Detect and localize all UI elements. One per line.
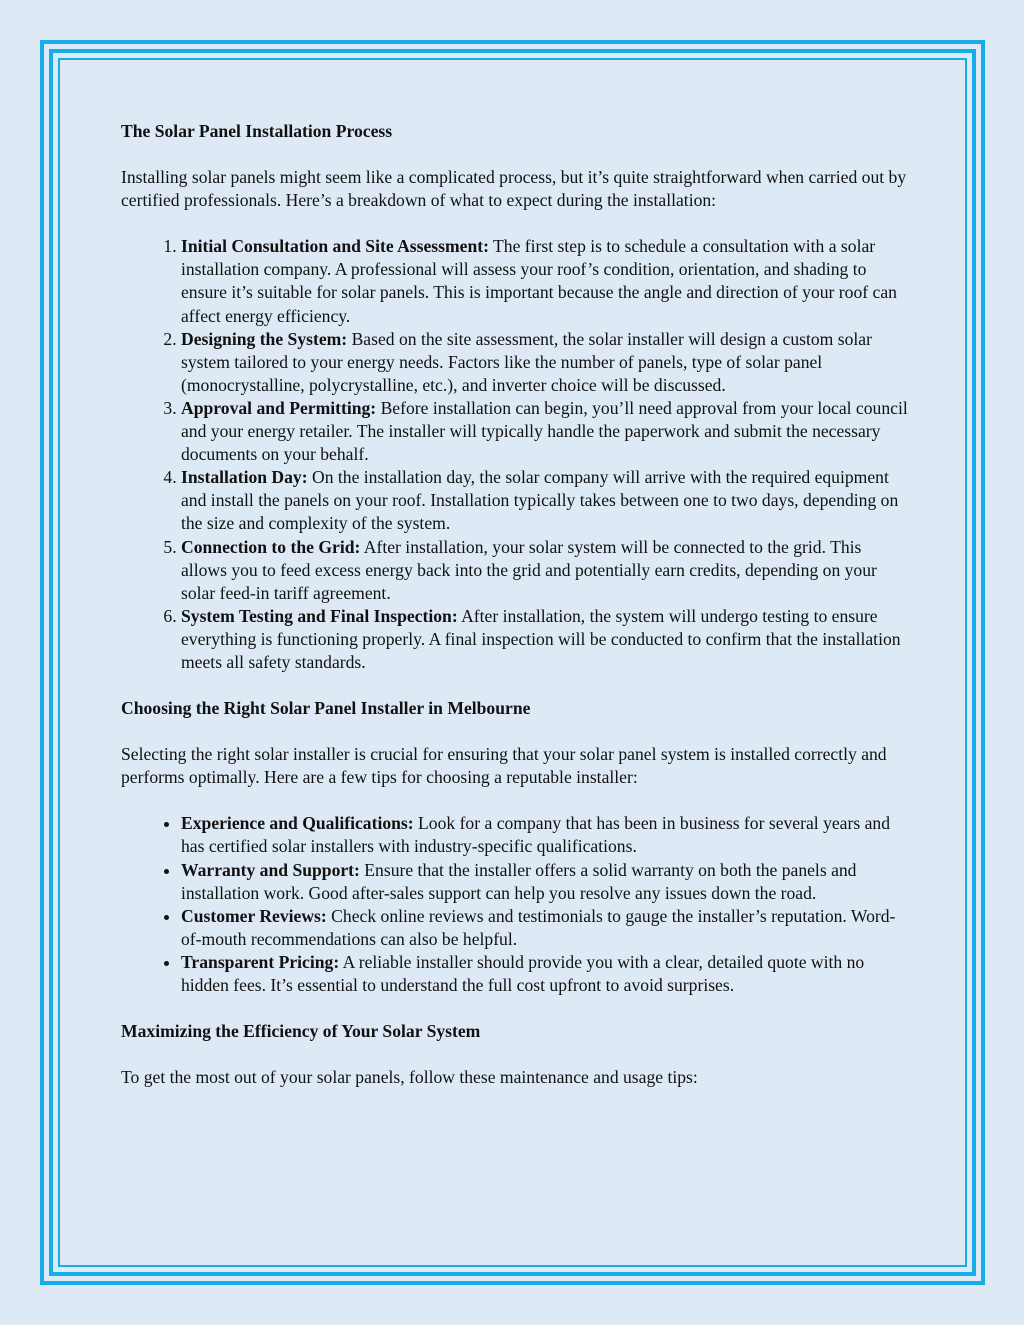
list-item [181, 951, 911, 997]
list-item [181, 812, 911, 858]
installation-intro: Installing solar panels might seem like a complicated process, but it’s quite straightforward when carried out by certified professionals. Here’s a breakdown of what to expect during the installation: [121, 167, 907, 211]
step-text: After installation, the system will undergo testing to ensure everything is functioning properly. A final inspection will be conducted to confirm that the installation meets all safety standards. [181, 605, 901, 672]
installation-steps-list [121, 235, 911, 674]
step-text: Based on the site assessment, the solar installer will design a custom solar system tailored to your energy needs. Factors like the number of panels, type of solar panel (monocrystalline, polycrystalline, etc.), and inverter choice will be discussed. [181, 328, 872, 395]
choosing-intro: Selecting the right solar installer is crucial for ensuring that your solar panel system is installed correctly and performs optimally. Here are a few tips for choosing a reputable installer: [121, 744, 887, 788]
step-title: Designing the System: [181, 328, 348, 349]
step-title: Initial Consultation and Site Assessment: [181, 236, 489, 257]
step-text: After installation, your solar system will be connected to the grid. This allows you to feed excess energy back into the grid and potentially earn credits, depending on your solar feed-in tariff agreement. [181, 536, 877, 603]
step-title: Approval and Permitting: [181, 397, 377, 418]
list-item [181, 536, 911, 605]
list-item [181, 397, 911, 466]
tip-text: A reliable installer should provide you with a clear, detailed quote with no hidden fees. It’s essential to understand the full cost upfront to avoid surprises. [181, 951, 865, 995]
step-title: Connection to the Grid: [181, 536, 361, 557]
efficiency-intro: To get the most out of your solar panels, follow these maintenance and usage tips: [121, 1067, 698, 1088]
step-text: The first step is to schedule a consultation with a solar installation company. A professional will assess your roof’s condition, orientation, and shading to ensure it’s suitable for solar panels. This is important because the angle and direction of your roof can affect energy efficiency. [181, 236, 897, 326]
step-title: System Testing and Final Inspection: [181, 605, 458, 626]
section-heading-installation-process: The Solar Panel Installation Process [121, 121, 393, 141]
list-item [181, 235, 911, 327]
tip-title: Transparent Pricing: [181, 951, 340, 972]
list-item [181, 859, 911, 905]
section-heading-maximizing-efficiency: Maximizing the Efficiency of Your Solar System [121, 1021, 481, 1042]
installer-tips-list [121, 812, 911, 997]
step-text: Before installation can begin, you’ll need approval from your local council and your energy retailer. The installer will typically handle the paperwork and submit the necessary documents on your behalf. [181, 397, 908, 465]
document-body [121, 120, 911, 1112]
tip-text: Ensure that the installer offers a solid warranty on both the panels and installation work. Good after-sales support can help you resolve any issues down the road. [181, 859, 857, 903]
section-heading-choosing-installer: Choosing the Right Solar Panel Installer in Melbourne [121, 698, 531, 719]
tip-title: Experience and Qualifications: [181, 813, 414, 834]
tip-title: Warranty and Support: [181, 859, 360, 880]
tip-text: Look for a company that has been in business for several years and has certified solar installers with industry-specific qualifications. [181, 813, 890, 857]
list-item [181, 466, 911, 535]
step-title: Installation Day: [181, 467, 308, 488]
tip-title: Customer Reviews: [181, 905, 327, 926]
tip-text: Check online reviews and testimonials to gauge the installer’s reputation. Word-of-mouth recommendations can also be helpful. [181, 905, 896, 949]
step-text: On the installation day, the solar company will arrive with the required equipment and install the panels on your roof. Installation typically takes between one to two days, depending on the size and complexity of the system. [181, 467, 899, 534]
list-item [181, 605, 911, 674]
list-item [181, 328, 911, 397]
list-item [181, 905, 911, 951]
